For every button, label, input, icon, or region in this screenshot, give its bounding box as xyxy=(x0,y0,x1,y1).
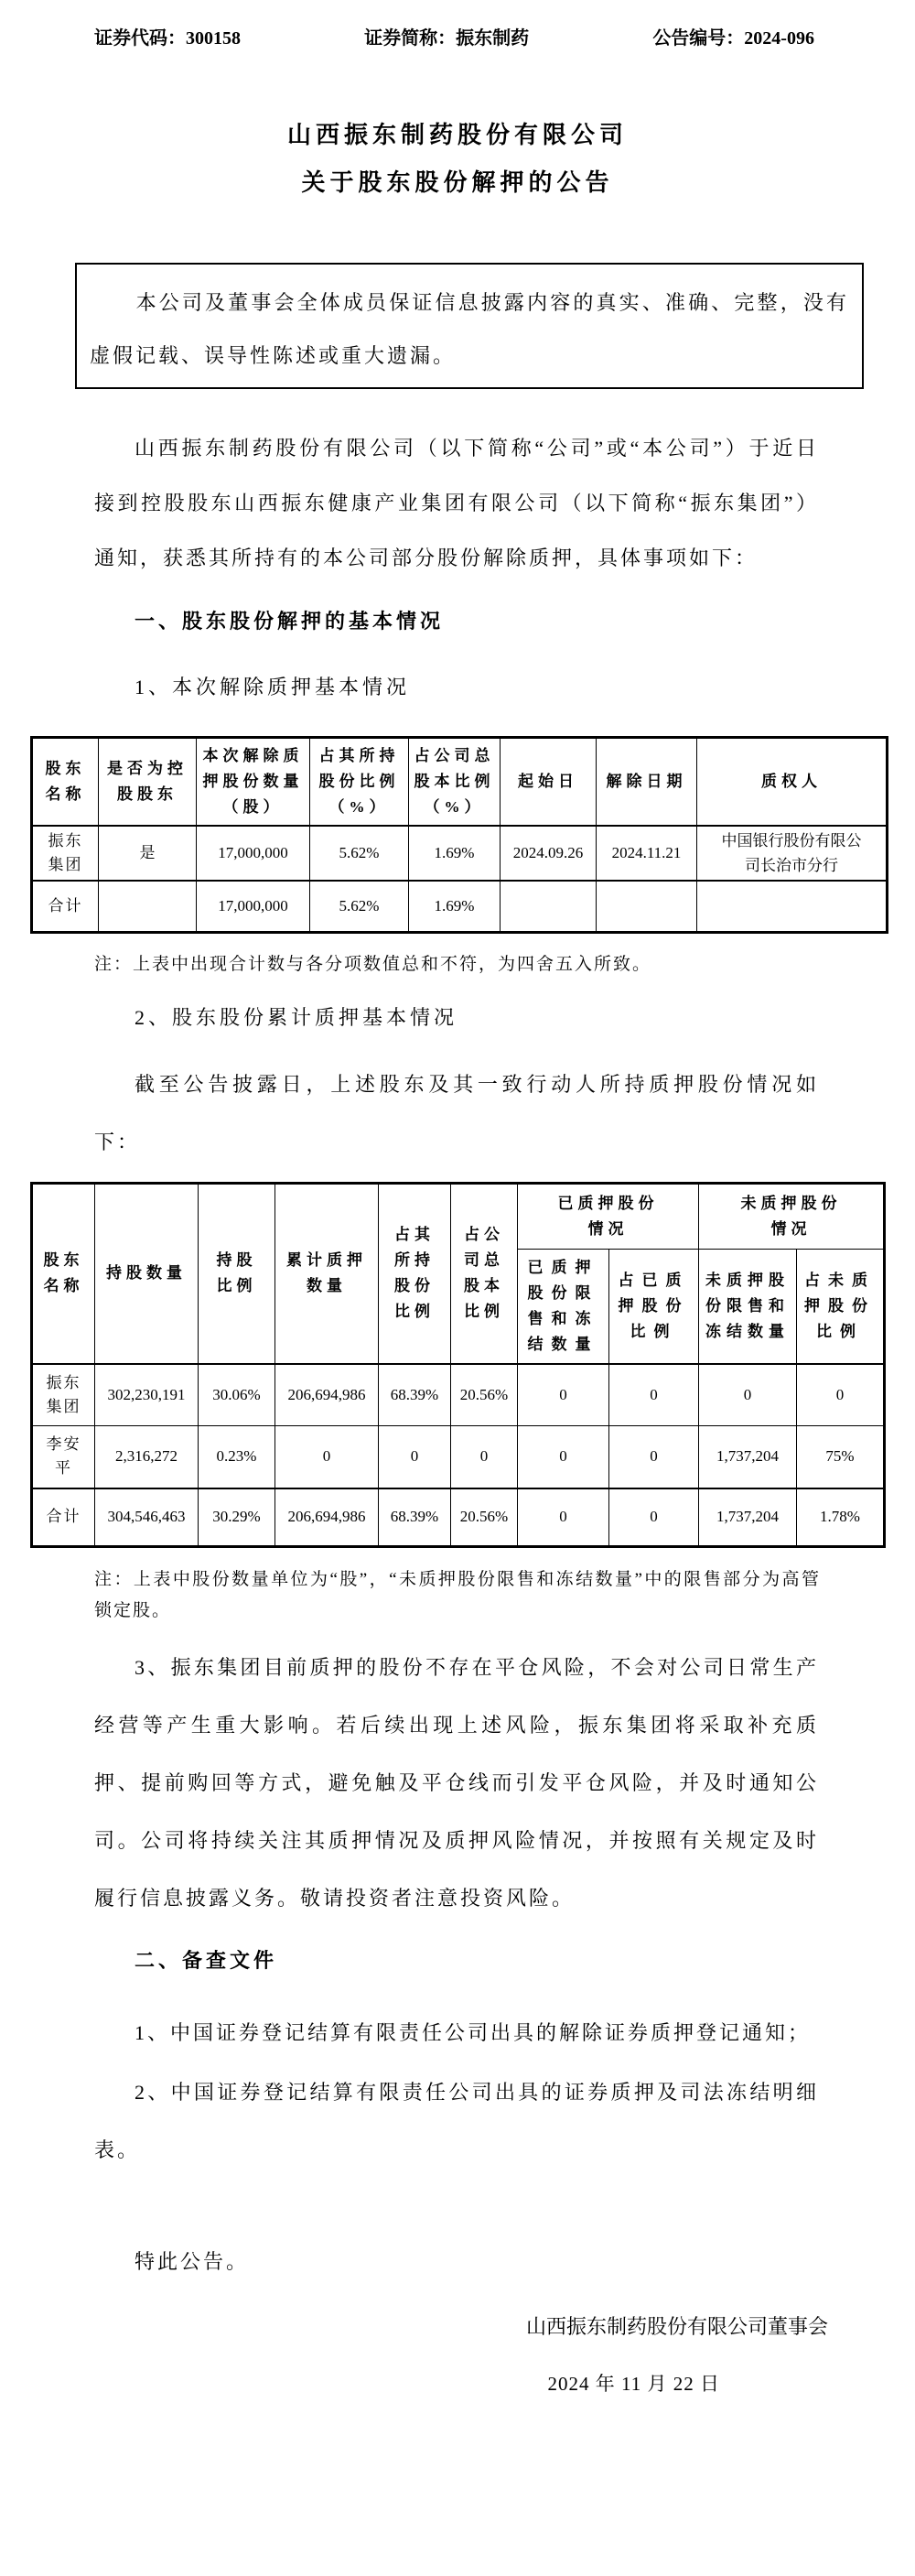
table2-cell: 0 xyxy=(379,1426,451,1488)
table2-cell: 30.06% xyxy=(199,1364,275,1426)
table1-note: 注：上表中出现合计数与各分项数值总和不符，为四舍五入所致。 xyxy=(94,955,652,974)
table2-group-unpledged: 未质押股份情况 xyxy=(699,1184,885,1250)
table2-cell: 20.56% xyxy=(451,1488,518,1547)
cumulative-pledge-table xyxy=(30,1182,886,1548)
table1-cell: 17,000,000 xyxy=(197,826,310,881)
table2-cell: 0 xyxy=(609,1426,699,1488)
section1-sub1: 1、本次解除质押基本情况 xyxy=(135,676,411,698)
company-title: 山西振东制药股份有限公司 xyxy=(286,122,628,148)
table2-header-pledged-pct: 占已质押股份比例 xyxy=(609,1250,699,1364)
table2-cell: 振东集团 xyxy=(32,1364,95,1426)
table1-cell: 合计 xyxy=(32,881,99,933)
table2-header-holding-pct: 持股比例 xyxy=(199,1184,275,1364)
table2-cell: 0 xyxy=(518,1488,609,1547)
table2-cell: 20.56% xyxy=(451,1364,518,1426)
table2-cell: 0 xyxy=(275,1426,379,1488)
meta-row xyxy=(94,26,814,51)
stock-code: 证券代码：300158 xyxy=(94,28,241,49)
table2-header-shares-held: 持股数量 xyxy=(95,1184,199,1364)
intro-paragraph: 山西振东制药股份有限公司（以下简称“公司”或“本公司”）于近日接到控股股东山西振东健康产业集团有限公司（以下简称“振东集团”）通知，获悉其所持有的本公司部分股份解除质押，具体事项如下： xyxy=(94,437,819,569)
table-row xyxy=(32,1426,885,1488)
table2-cell: 30.29% xyxy=(199,1488,275,1547)
table1-cell xyxy=(99,881,197,933)
table2-cell: 1,737,204 xyxy=(699,1488,797,1547)
table1-cell: 2024.11.21 xyxy=(597,826,697,881)
table-row xyxy=(32,1488,885,1547)
table1-header-controlling: 是否为控股股东 xyxy=(99,738,197,826)
table1-header-pledgee: 质权人 xyxy=(697,738,888,826)
table1-header-release-date: 解除日期 xyxy=(597,738,697,826)
table2-header-pledged-restricted: 已质押股份限售和冻结数量 xyxy=(518,1250,609,1364)
announcement-date: 2024 年 11 月 22 日 xyxy=(547,2373,720,2395)
risk-paragraph: 3、振东集团目前质押的股份不存在平仓风险，不会对公司日常生产经营等产生重大影响。若后续出现上述风险，振东集团将采取补充质押、提前购回等方式，避免触及平仓线而引发平仓风险，并及时通知公司。公司将持续关注其质押情况及质押风险情况，并按照有关规定及时履行信息披露义务。敬请投资者注意投资风险。 xyxy=(94,1656,819,1910)
table2-cell: 0 xyxy=(451,1426,518,1488)
table2-header-pct-of-total: 占公司总股本比例 xyxy=(451,1184,518,1364)
table2-cell: 206,694,986 xyxy=(275,1364,379,1426)
table2-cell: 206,694,986 xyxy=(275,1488,379,1547)
table2-cell: 0 xyxy=(609,1488,699,1547)
board-signature: 山西振东制药股份有限公司董事会 xyxy=(525,2315,828,2338)
table2-note: 注：上表中股份数量单位为“股”，“未质押股份限售和冻结数量”中的限售部分为高管锁定股。 xyxy=(94,1570,821,1620)
table1-cell: 1.69% xyxy=(409,826,501,881)
section2-heading: 二、备查文件 xyxy=(135,1949,278,1972)
section1-sub2: 2、股东股份累计质押基本情况 xyxy=(135,1006,458,1029)
table2-cell: 0 xyxy=(797,1364,885,1426)
section1-heading: 一、股东股份解押的基本情况 xyxy=(135,610,445,633)
table1-cell: 5.62% xyxy=(310,881,409,933)
table2-cell: 1,737,204 xyxy=(699,1426,797,1488)
table2-header-unpledged-pct: 占未质押股份比例 xyxy=(797,1250,885,1364)
table1-header-pct-held: 占其所持股份比例（%） xyxy=(310,738,409,826)
table2-cell: 302,230,191 xyxy=(95,1364,199,1426)
announcement-title: 关于股东股份解押的公告 xyxy=(301,169,614,196)
table1-header-quantity: 本次解除质押股份数量（股） xyxy=(197,738,310,826)
table1-cell: 振东集团 xyxy=(32,826,99,881)
table1-header-row xyxy=(32,738,888,826)
table2-group-header-row xyxy=(32,1184,885,1250)
table1-cell: 是 xyxy=(99,826,197,881)
cumulative-intro: 截至公告披露日，上述股东及其一致行动人所持质押股份情况如下： xyxy=(94,1073,819,1153)
pledge-release-table xyxy=(30,736,888,934)
table2-header-unpledged-restricted: 未质押股份限售和冻结数量 xyxy=(699,1250,797,1364)
table1-cell xyxy=(597,881,697,933)
table1-cell: 5.62% xyxy=(310,826,409,881)
table2-cell: 68.39% xyxy=(379,1488,451,1547)
table2-cell: 0 xyxy=(518,1426,609,1488)
table2-cell: 合计 xyxy=(32,1488,95,1547)
table2-cell: 75% xyxy=(797,1426,885,1488)
reference-document-2: 2、中国证券登记结算有限责任公司出具的证券质押及司法冻结明细表。 xyxy=(94,2081,819,2161)
table2-header-pct-of-held: 占其所持股份比例 xyxy=(379,1184,451,1364)
stock-abbr: 证券简称：振东制药 xyxy=(364,28,530,49)
table1-cell xyxy=(697,881,888,933)
table1-header-shareholder: 股东名称 xyxy=(32,738,99,826)
table1-cell xyxy=(501,881,597,933)
table2-cell: 0.23% xyxy=(199,1426,275,1488)
table2-cell: 0 xyxy=(609,1364,699,1426)
table2-header-shareholder: 股东名称 xyxy=(32,1184,95,1364)
table1-cell: 中国银行股份有限公司长治市分行 xyxy=(697,826,888,881)
reference-document-1: 1、中国证券登记结算有限责任公司出具的解除证券质押登记通知； xyxy=(135,2021,812,2044)
disclaimer-box xyxy=(75,263,864,389)
table1-cell: 2024.09.26 xyxy=(501,826,597,881)
table2-cell: 1.78% xyxy=(797,1488,885,1547)
table2-cell: 2,316,272 xyxy=(95,1426,199,1488)
table2-cell: 李安平 xyxy=(32,1426,95,1488)
table-row xyxy=(32,1364,885,1426)
disclaimer-text: 本公司及董事会全体成员保证信息披露内容的真实、准确、完整，没有虚假记载、误导性陈述或重大遗漏。 xyxy=(90,291,849,367)
table1-header-pct-total: 占公司总股本比例（%） xyxy=(409,738,501,826)
closing-statement: 特此公告。 xyxy=(135,2250,250,2273)
table1-cell: 17,000,000 xyxy=(197,881,310,933)
table1-cell: 1.69% xyxy=(409,881,501,933)
table2-cell: 68.39% xyxy=(379,1364,451,1426)
table-row xyxy=(32,881,888,933)
table2-cell: 304,546,463 xyxy=(95,1488,199,1547)
table1-header-start-date: 起始日 xyxy=(501,738,597,826)
table2-group-pledged: 已质押股份情况 xyxy=(518,1184,699,1250)
table2-cell: 0 xyxy=(699,1364,797,1426)
table2-header-cumulative-pledged: 累计质押数量 xyxy=(275,1184,379,1364)
table-row xyxy=(32,826,888,881)
table2-cell: 0 xyxy=(518,1364,609,1426)
announcement-number: 公告编号：2024-096 xyxy=(652,28,814,49)
